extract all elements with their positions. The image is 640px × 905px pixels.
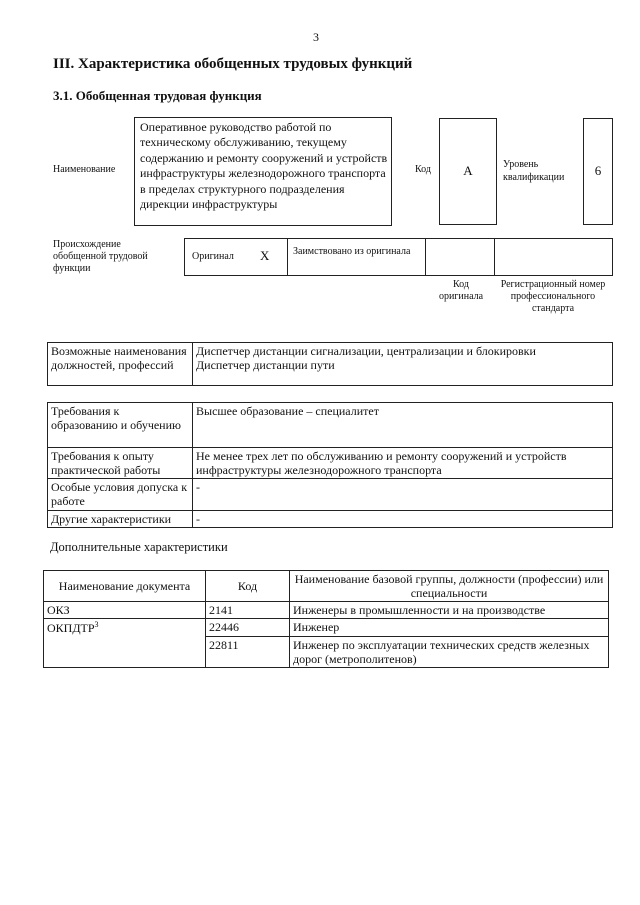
reg-number-caption: Регистрационный номер профессионального стандарта	[500, 279, 606, 314]
origin-label: Происхождение обобщенной трудовой функции	[53, 239, 148, 274]
requirement-value: -	[193, 510, 613, 527]
additional-title: Дополнительные характеристики	[50, 540, 228, 554]
positions-row	[48, 343, 613, 386]
additional-header-row	[44, 571, 609, 602]
level-value: 6	[594, 163, 602, 178]
level-label: Уровень квалификации	[503, 159, 565, 183]
positions-value	[193, 343, 613, 386]
code-original-caption: Код оригинала	[438, 279, 484, 302]
requirement-row	[48, 448, 613, 479]
requirement-row	[48, 479, 613, 510]
requirement-value: Не менее трех лет по обслуживанию и ремонту сооружений и устройств инфраструктуры железнодорожного транспорта	[193, 448, 613, 479]
requirement-row	[48, 403, 613, 448]
positions-value-line2: Диспетчер дистанции пути	[196, 358, 335, 373]
row-doc-text: ОКПДТР	[47, 621, 95, 636]
row-doc-text: ОКЗ	[47, 603, 70, 618]
borrowed-label: Заимствовано из оригинала	[293, 246, 411, 257]
section-title: III. Характеристика обобщенных трудовых функций	[53, 56, 413, 72]
requirement-value: -	[193, 479, 613, 510]
requirement-row	[48, 510, 613, 527]
row-code: 2141	[206, 602, 290, 619]
requirement-label: Особые условия допуска к работе	[48, 479, 193, 510]
table-row	[44, 602, 609, 619]
positions-value-line1: Диспетчер дистанции сигнализации, централизации и блокировки	[196, 344, 536, 358]
row-doc	[44, 619, 206, 667]
table-row	[44, 619, 609, 636]
requirement-value: Высшее образование – специалитет	[193, 403, 613, 448]
positions-table	[47, 342, 613, 386]
header-code: Код	[206, 571, 290, 602]
function-name-value: Оперативное руководство работой по техническому обслуживанию, текущему содержанию и ремонту сооружений и устройств инфраструктуры железнодорожного транспорта в пределах структурного подразделения дирекции инфраструктуры	[140, 120, 388, 212]
row-code: 22446	[206, 619, 290, 636]
requirement-label: Требования к опыту практической работы	[48, 448, 193, 479]
row-name: Инженеры в промышленности и на производстве	[290, 602, 609, 619]
function-name-box	[134, 117, 392, 226]
requirements-table	[47, 402, 613, 528]
page-number: 3	[313, 30, 319, 44]
code-label: Код	[415, 164, 431, 175]
row-name: Инженер	[290, 619, 609, 636]
origin-table	[184, 238, 613, 276]
code-value: А	[463, 163, 473, 178]
requirement-label: Требования к образованию и обучению	[48, 403, 193, 448]
level-box	[583, 118, 613, 225]
row-doc-footnote: 3	[94, 620, 99, 630]
function-name-label: Наименование	[53, 164, 116, 175]
code-box	[439, 118, 497, 225]
additional-table	[43, 570, 609, 668]
header-name: Наименование базовой группы, должности (профессии) или специальности	[290, 571, 609, 602]
row-code: 22811	[206, 636, 290, 667]
original-label: Оригинал	[192, 251, 234, 262]
original-mark: X	[260, 248, 270, 263]
row-doc	[44, 602, 206, 619]
header-document: Наименование документа	[44, 571, 206, 602]
row-name: Инженер по эксплуатации технических средств железных дорог (метрополитенов)	[290, 636, 609, 667]
requirement-label: Другие характеристики	[48, 510, 193, 527]
subsection-title: 3.1. Обобщенная трудовая функция	[53, 88, 262, 103]
positions-label: Возможные наименования должностей, профессий	[48, 343, 193, 386]
